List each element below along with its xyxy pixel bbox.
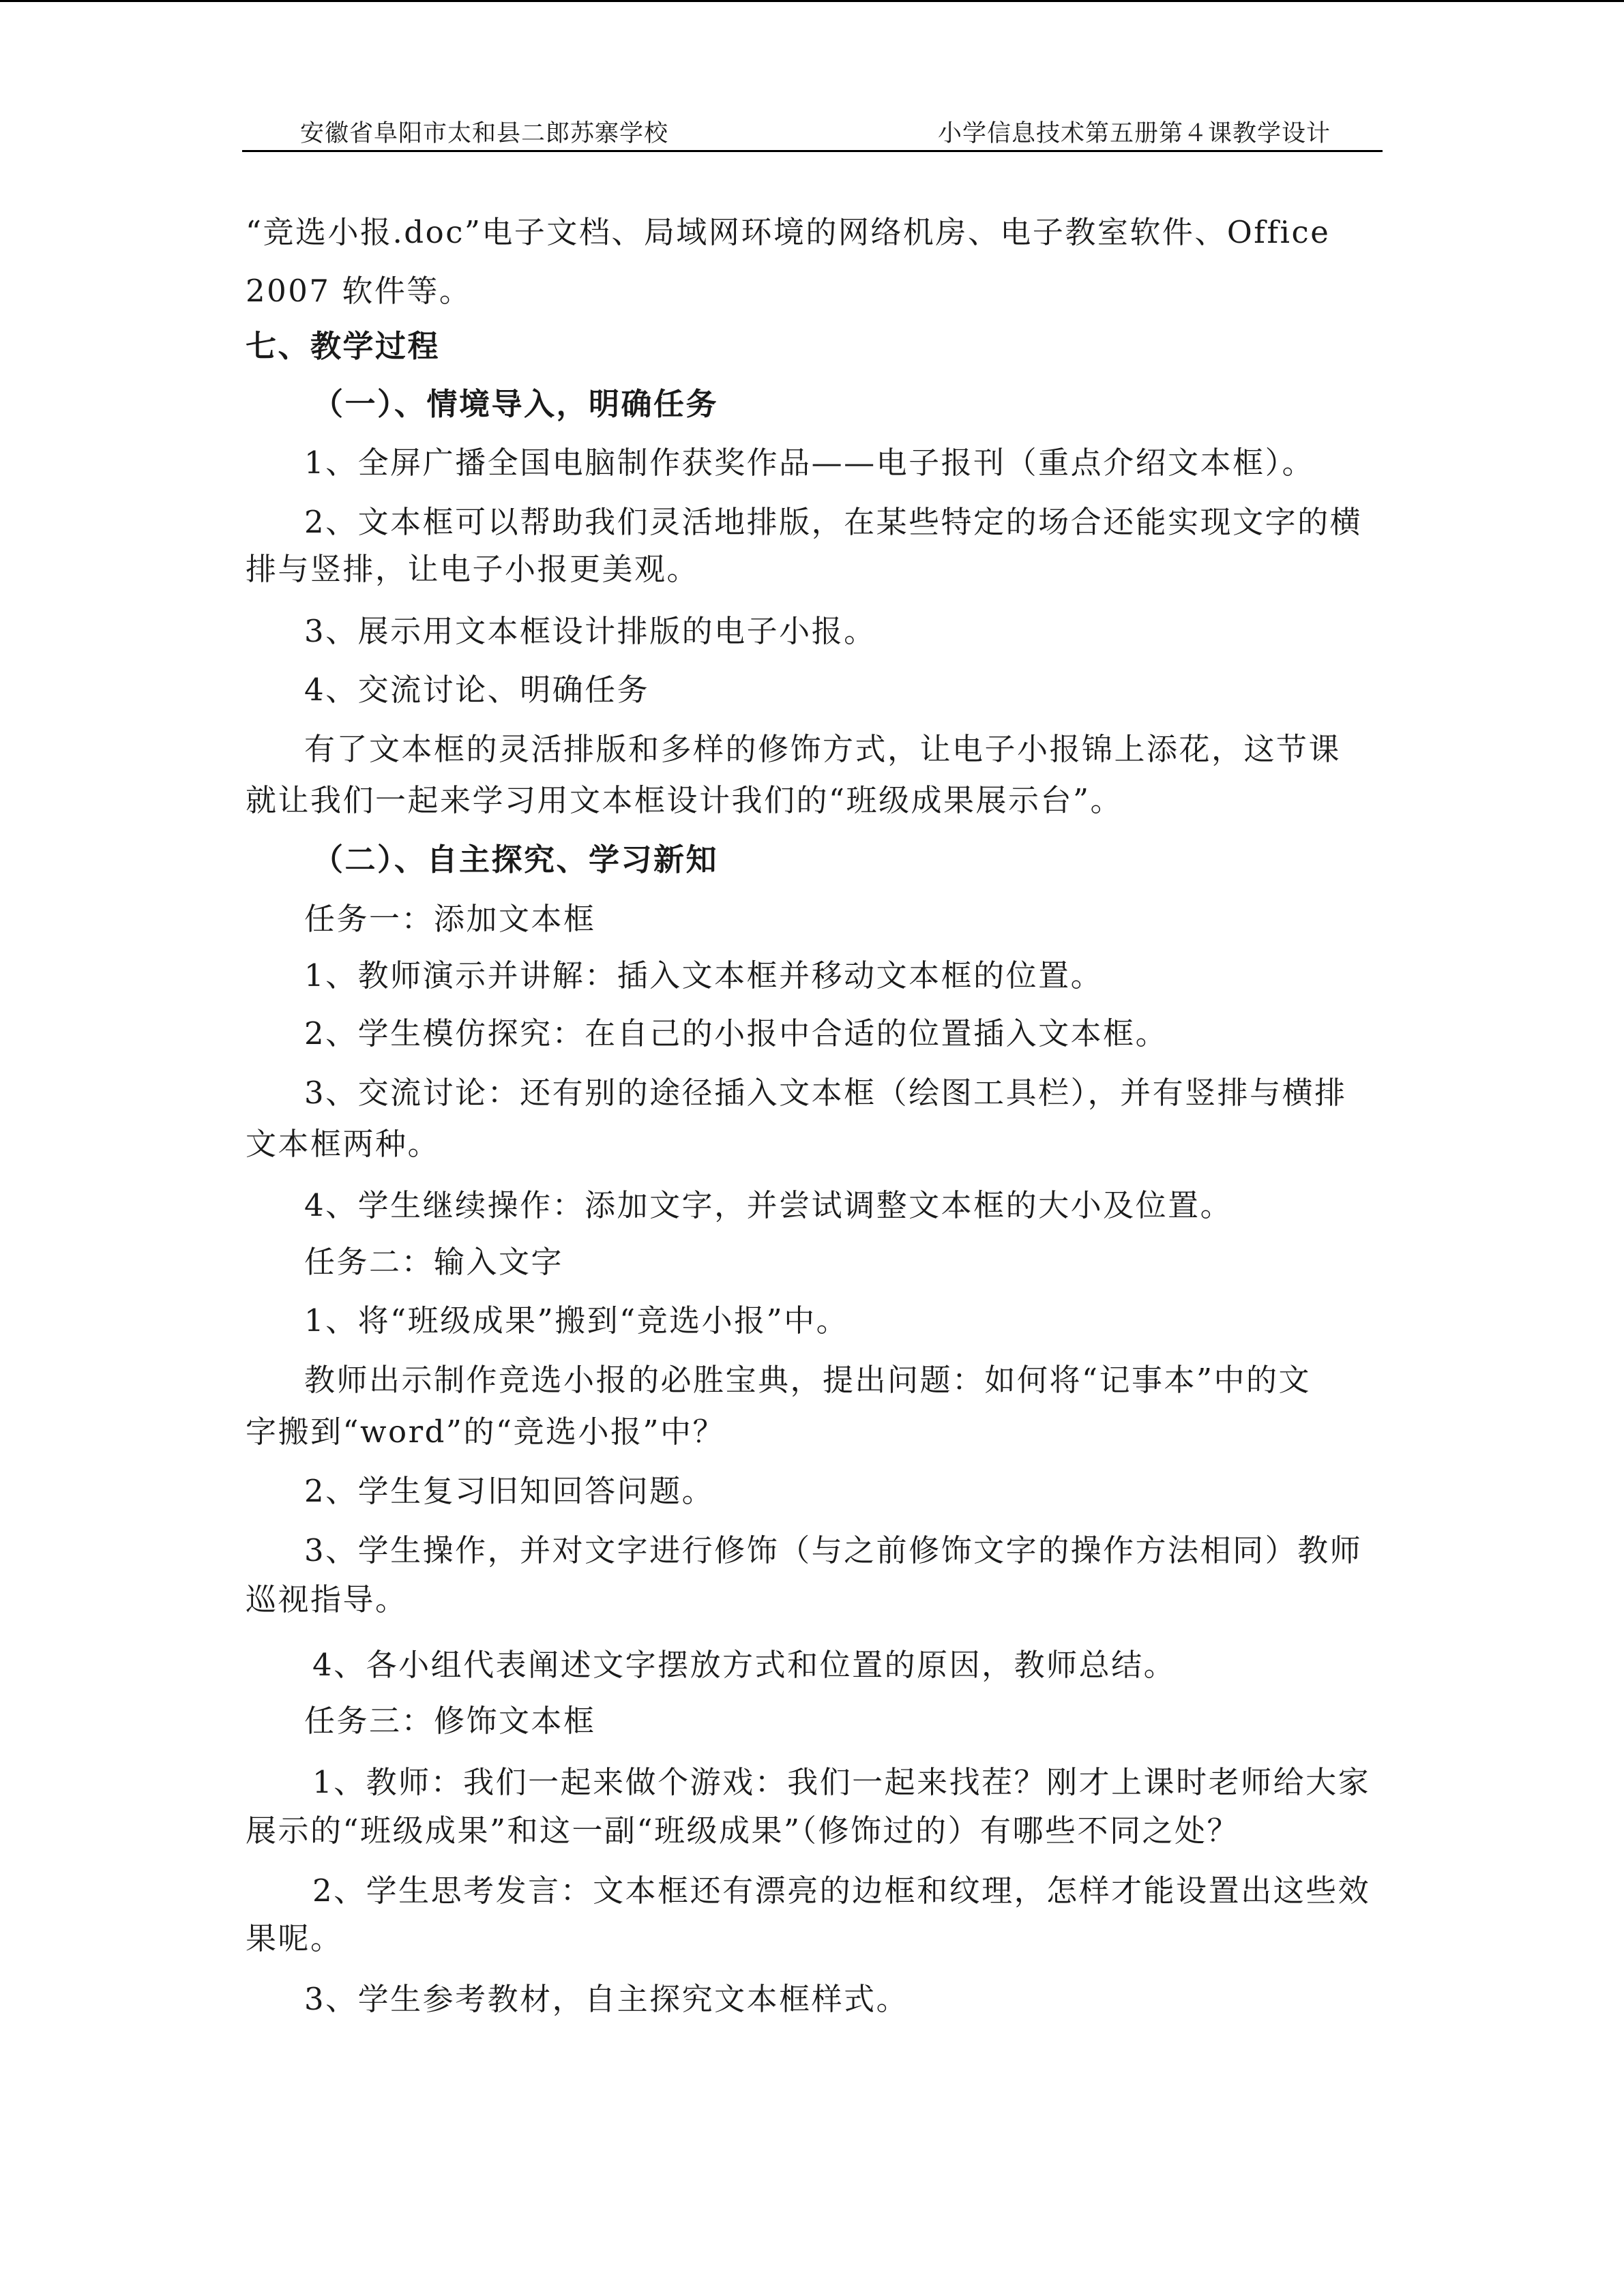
header-school-name: 安徽省阜阳市太和县二郎苏寨学校 — [300, 120, 669, 147]
paragraph-line: 2、学生模仿探究：在自己的小报中合适的位置插入文本框。 — [304, 1015, 1168, 1052]
paragraph-line: 教师出示制作竞选小报的必胜宝典，提出问题：如何将“记事本”中的文 — [304, 1362, 1312, 1398]
paragraph-line: 3、交流讨论：还有别的途径插入文本框（绘图工具栏），并有竖排与横排 — [304, 1075, 1347, 1111]
paragraph-line: 1、全屏广播全国电脑制作获奖作品——电子报刊（重点介绍文本框）。 — [304, 445, 1315, 481]
paragraph-line: 2、学生复习旧知回答问题。 — [304, 1473, 715, 1509]
paragraph-line: 3、展示用文本框设计排版的电子小报。 — [304, 613, 876, 649]
paragraph-line: 有了文本框的灵活排版和多样的修饰方式，让电子小报锦上添花，这节课 — [304, 731, 1342, 767]
paragraph-line: 1、将“班级成果”搬到“竞选小报”中。 — [304, 1302, 849, 1339]
subsection-heading-intro: （一）、情境导入，明确任务 — [312, 386, 719, 422]
paragraph-line: 2、学生思考发言：文本框还有漂亮的边框和纹理，怎样才能设置出这些效 — [312, 1873, 1371, 1909]
paragraph-line: 字搬到“word”的“竞选小报”中？ — [246, 1414, 725, 1450]
materials-line-1: “竞选小报.doc”电子文档、局域网环境的网络机房、电子教室软件、Office — [246, 214, 1331, 250]
materials-line-2: 2007 软件等。 — [246, 273, 472, 309]
subsection-heading-explore: （二）、自主探究、学习新知 — [312, 841, 719, 878]
paragraph-line: 文本框两种。 — [246, 1126, 441, 1162]
paragraph-line: 4、交流讨论、明确任务 — [304, 672, 650, 708]
task-heading-3: 任务三：修饰文本框 — [304, 1703, 596, 1739]
paragraph-line: 3、学生操作，并对文字进行修饰（与之前修饰文字的操作方法相同）教师 — [304, 1532, 1363, 1568]
paragraph-line: 展示的“班级成果”和这一副“班级成果”（修饰过的）有哪些不同之处？ — [246, 1813, 1240, 1849]
paragraph-line: 巡视指导。 — [246, 1581, 408, 1617]
paragraph-line: 1、教师：我们一起来做个游戏：我们一起来找茬？刚才上课时老师给大家 — [312, 1764, 1371, 1800]
paragraph-line: 果呢。 — [246, 1920, 343, 1956]
paragraph-line: 4、学生继续操作：添加文字，并尝试调整文本框的大小及位置。 — [304, 1187, 1233, 1223]
task-heading-2: 任务二：输入文字 — [304, 1244, 564, 1280]
paragraph-line: 2、文本框可以帮助我们灵活地排版，在某些特定的场合还能实现文字的横 — [304, 504, 1363, 540]
paragraph-line: 排与竖排，让电子小报更美观。 — [246, 551, 700, 587]
paragraph-line: 就让我们一起来学习用文本框设计我们的“班级成果展示台”。 — [246, 782, 1123, 818]
header-course-title: 小学信息技术第五册第４课教学设计 — [938, 120, 1331, 147]
paragraph-line: 3、学生参考教材，自主探究文本框样式。 — [304, 1981, 909, 2017]
paragraph-line: 4、各小组代表阐述文字摆放方式和位置的原因，教师总结。 — [312, 1647, 1177, 1683]
task-heading-1: 任务一：添加文本框 — [304, 901, 596, 937]
paragraph-line: 1、教师演示并讲解：插入文本框并移动文本框的位置。 — [304, 957, 1104, 994]
section-heading-teaching-process: 七、教学过程 — [246, 328, 441, 364]
